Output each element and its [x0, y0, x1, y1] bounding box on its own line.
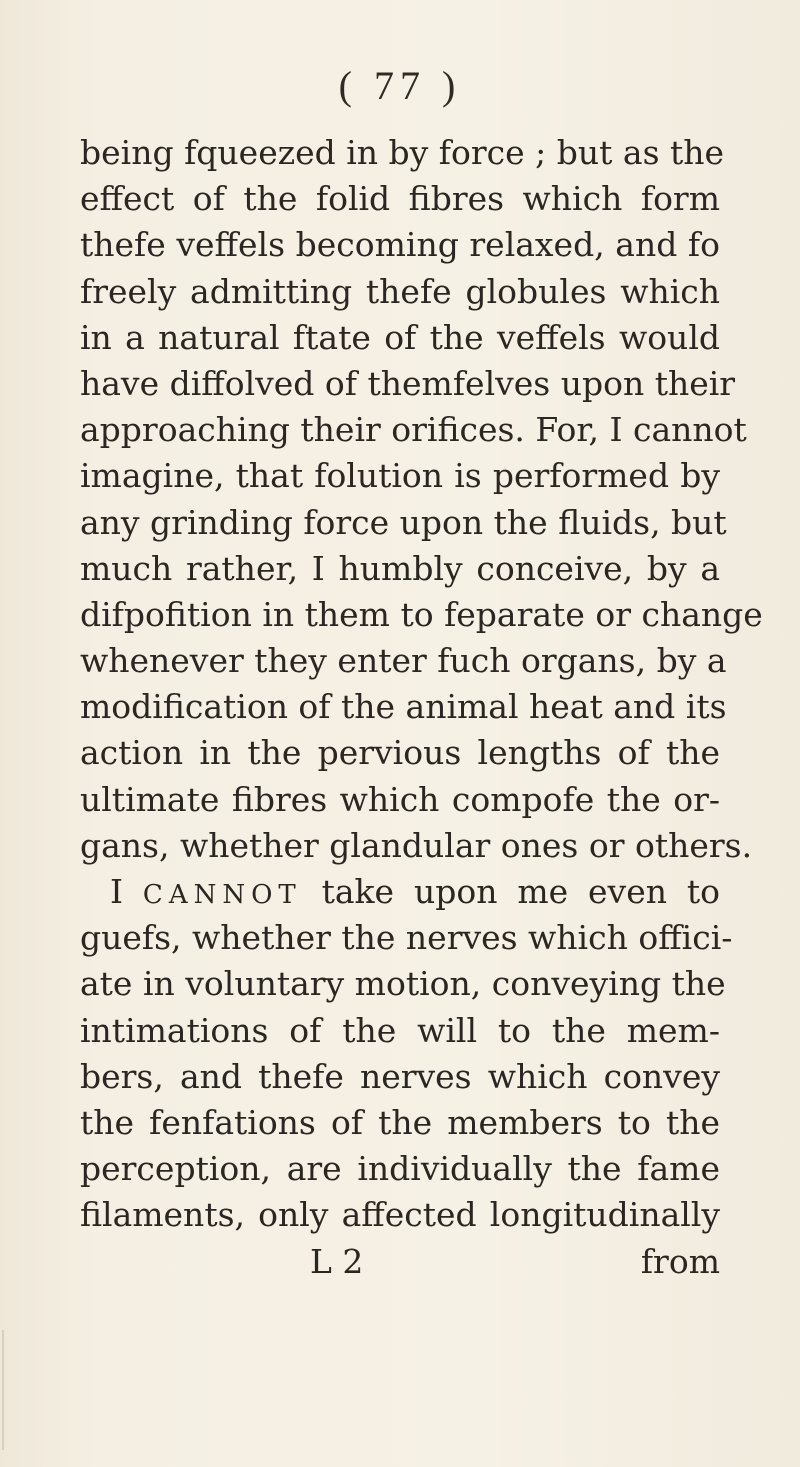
paragraph-opening-line [80, 869, 720, 915]
initial-letter: I [110, 872, 124, 911]
text-line: intimations of the will to the mem- [80, 1010, 720, 1050]
text-line: in a natural ftate of the veffels would [80, 317, 720, 357]
catchword: from [640, 1241, 720, 1281]
text-line: whenever they enter fuch organs, by a [80, 641, 727, 681]
text-line: imagine, that folution is performed by [80, 456, 720, 496]
opening-line-rest: take upon me even to [321, 872, 720, 911]
text-line: approaching their orifices. For, I cannot [80, 410, 747, 450]
page-number: ( 77 ) [338, 63, 462, 108]
body-text [80, 130, 763, 1285]
text-line: have diffolved of themfelves upon their [80, 363, 736, 403]
text-line: effect of the folid fibres which form [80, 179, 720, 219]
text-line: much rather, I humbly conceive, by a [80, 548, 720, 588]
page-footer [80, 1239, 720, 1285]
text-line: guefs, whether the nerves which offici- [80, 918, 733, 958]
text-line: the fenfations of the members to the [80, 1102, 720, 1142]
text-line: any grinding force upon the fluids, but [80, 502, 727, 542]
signature-mark: L 2 [310, 1241, 364, 1281]
text-line: being fqueezed in by force ; but as the [80, 133, 725, 172]
text-line: difpofition in them to feparate or change [80, 594, 763, 634]
text-line: ate in voluntary motion, conveying the [80, 964, 726, 1004]
text-line: filaments, only affected longitudinally [80, 1195, 720, 1235]
text-line: modification of the animal heat and its [80, 687, 727, 727]
text-line: thefe veffels becoming relaxed, and fo [80, 225, 720, 265]
page-edge-mark [2, 1330, 4, 1450]
text-line: bers, and thefe nerves which convey [80, 1056, 720, 1096]
text-line: ultimate fibres which compofe the or- [80, 779, 720, 819]
text-line: action in the pervious lengths of the [80, 733, 720, 773]
text-line: perception, are individually the fame [80, 1149, 720, 1189]
text-line: freely admitting thefe globules which [80, 271, 720, 311]
small-caps-word: CANNOT [142, 880, 302, 910]
text-line: gans, whether glandular ones or others. [80, 825, 753, 865]
